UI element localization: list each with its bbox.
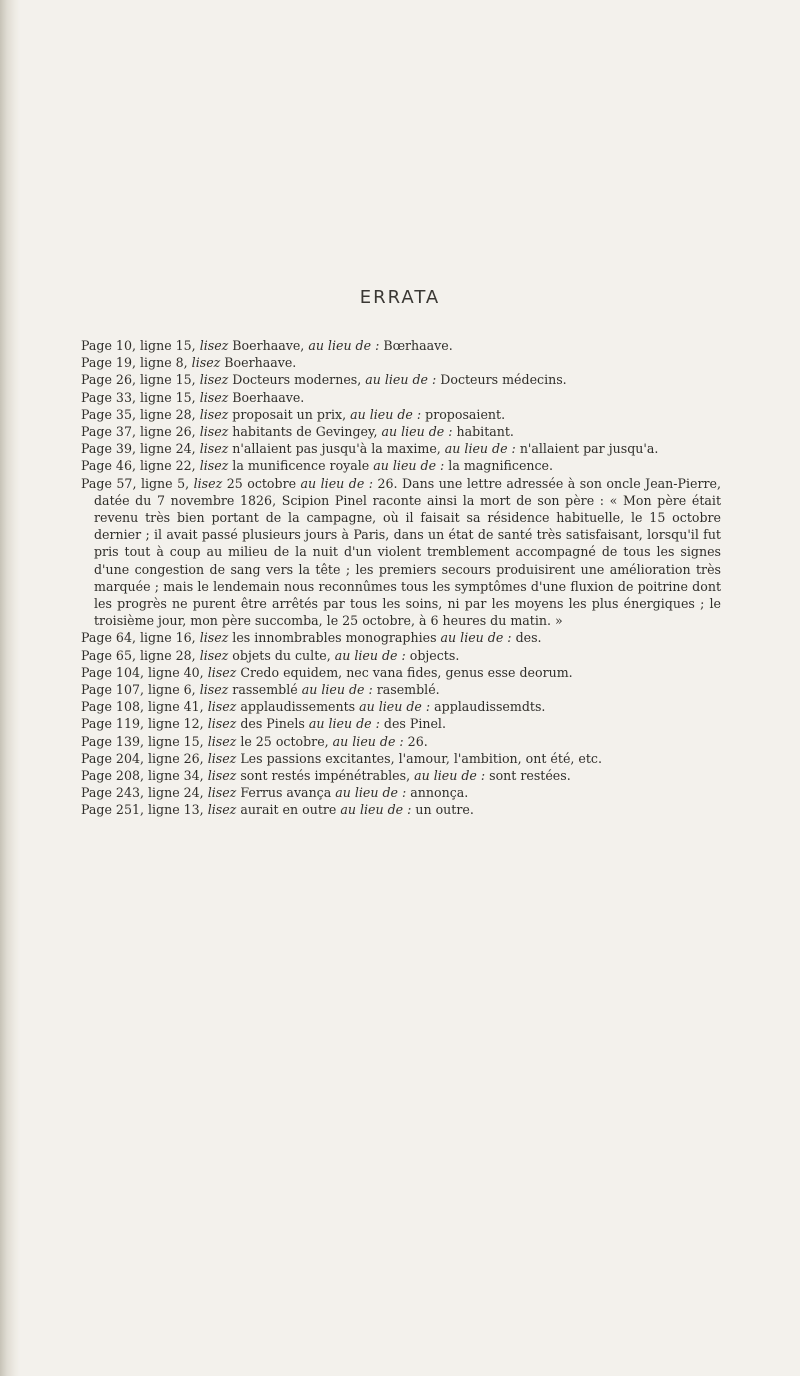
erroneous-reading: la magnificence. [444, 458, 554, 474]
correct-reading: aurait en outre [236, 802, 341, 818]
errata-entry [81, 371, 721, 388]
correct-reading: Ferrus avança [236, 785, 336, 801]
au-lieu-de-keyword: au lieu de : [340, 802, 412, 818]
errata-entry [81, 457, 721, 474]
correct-reading: Docteurs modernes, [228, 372, 366, 388]
correct-reading: habitants de Gevingey, [228, 424, 382, 440]
lisez-keyword: lisez [199, 406, 229, 422]
lisez-keyword: lisez [207, 785, 237, 801]
correct-reading: Boerhaave, [228, 338, 309, 353]
lisez-keyword: lisez [191, 355, 221, 371]
au-lieu-de-keyword: au lieu de : [381, 424, 453, 440]
errata-entry [81, 647, 721, 664]
errata-entry [81, 337, 721, 354]
errata-reference: Page 26, ligne 15, [81, 372, 200, 388]
errata-entry [81, 354, 721, 371]
errata-reference: Page 104, ligne 40, [81, 664, 208, 680]
errata-entry [81, 801, 721, 818]
lisez-keyword: lisez [199, 441, 229, 457]
erroneous-reading: habitant. [452, 424, 514, 440]
erroneous-reading: des Pinel. [379, 716, 446, 732]
errata-entry [81, 664, 721, 681]
errata-reference: Page 35, ligne 28, [81, 406, 200, 422]
correct-reading: la munificence royale [228, 458, 374, 474]
errata-entry [81, 715, 721, 732]
lisez-keyword: lisez [207, 716, 237, 732]
lisez-keyword: lisez [207, 733, 237, 749]
errata-reference: Page 10, ligne 15, [81, 338, 200, 353]
errata-reference: Page 33, ligne 15, [81, 389, 200, 405]
errata-entry [81, 681, 721, 698]
correct-reading: le 25 octobre, [236, 733, 333, 749]
errata-entry [81, 698, 721, 715]
errata-reference: Page 37, ligne 26, [81, 424, 200, 440]
page-title: ERRATA [359, 287, 441, 308]
au-lieu-de-keyword: au lieu de : [350, 406, 422, 422]
lisez-keyword: lisez [207, 664, 237, 680]
correct-reading: Boerhaave. [220, 355, 297, 371]
errata-reference: Page 139, ligne 15, [81, 733, 208, 749]
correct-reading: proposait un prix, [228, 406, 351, 422]
au-lieu-de-keyword: au lieu de : [334, 647, 406, 663]
correct-reading: 25 octobre [222, 475, 301, 491]
errata-entry [81, 784, 721, 801]
erroneous-reading: Bœrhaave. [379, 338, 453, 353]
au-lieu-de-keyword: au lieu de : [365, 372, 437, 388]
lisez-keyword: lisez [199, 372, 229, 388]
errata-reference: Page 19, ligne 8, [81, 355, 192, 371]
errata-reference: Page 65, ligne 28, [81, 647, 200, 663]
lisez-keyword: lisez [199, 647, 229, 663]
errata-reference: Page 204, ligne 26, [81, 750, 208, 766]
lisez-keyword: lisez [207, 750, 237, 766]
errata-reference: Page 243, ligne 24, [81, 785, 208, 801]
page-edge-shadow [0, 0, 20, 1376]
erroneous-reading: applaudissemdts. [430, 699, 546, 715]
errata-entry [81, 475, 721, 630]
errata-entry [81, 423, 721, 440]
au-lieu-de-keyword: au lieu de : [332, 733, 404, 749]
lisez-keyword: lisez [199, 424, 229, 440]
correct-reading: rassemblé [228, 682, 302, 698]
erroneous-reading: Docteurs médecins. [436, 372, 567, 388]
erroneous-reading: n'allaient par jusqu'a. [515, 441, 659, 457]
au-lieu-de-keyword: au lieu de : [359, 699, 431, 715]
au-lieu-de-keyword: au lieu de : [440, 630, 512, 646]
lisez-keyword: lisez [199, 458, 229, 474]
correct-reading: sont restés impénétrables, [236, 768, 415, 784]
errata-entry [81, 750, 721, 767]
lisez-keyword: lisez [199, 630, 229, 646]
errata-reference: Page 119, ligne 12, [81, 716, 208, 732]
erroneous-reading: objects. [405, 647, 460, 663]
correct-reading: les innombrables monographies [228, 630, 441, 646]
erroneous-reading: sont restées. [485, 768, 571, 784]
correct-reading: n'allaient pas jusqu'à la maxime, [228, 441, 445, 457]
au-lieu-de-keyword: au lieu de : [300, 475, 374, 491]
au-lieu-de-keyword: au lieu de : [335, 785, 407, 801]
correct-reading: Credo equidem, nec vana fides, genus esse deorum. [236, 664, 573, 680]
lisez-keyword: lisez [207, 768, 237, 784]
erroneous-reading: des. [511, 630, 542, 646]
errata-reference: Page 64, ligne 16, [81, 630, 200, 646]
correct-reading: des Pinels [236, 716, 309, 732]
erroneous-reading: 26. Dans une lettre adressée à son oncle Jean-Pierre, datée du 7 novembre 1826, Scipion Pinel raconte ainsi la mort de son père : « Mon père était revenu très bien portant de la campagne, où il faisait sa résidence habituelle, le 15 octobre dernier ; il avait passé plusieurs jours à Paris, dans un état de santé très satisfaisant, lorsqu'il fut pris tout à coup au milieu de la nuit d'un violent tremblement accompagné de tous les signes d'une congestion de sang vers la tête ; les premiers secours produisirent une amélioration très marquée ; mais le lendemain nous reconnûmes tous les symptômes d'une fluxion de poitrine dont les progrès ne purent être arrêtés par tous les soins, ni par les moyens les plus énergiques ; le troisième jour, mon père succomba, le 25 octobre, à 6 heures du matin. » [94, 475, 721, 629]
errata-list [81, 337, 721, 819]
errata-reference: Page 57, ligne 5, [81, 475, 194, 491]
erroneous-reading: annonça. [406, 785, 469, 801]
au-lieu-de-keyword: au lieu de : [373, 458, 445, 474]
errata-entry [81, 629, 721, 646]
au-lieu-de-keyword: au lieu de : [414, 768, 486, 784]
au-lieu-de-keyword: au lieu de : [444, 441, 516, 457]
errata-entry [81, 406, 721, 423]
errata-reference: Page 251, ligne 13, [81, 802, 208, 818]
errata-reference: Page 208, ligne 34, [81, 768, 208, 784]
au-lieu-de-keyword: au lieu de : [301, 682, 373, 698]
correct-reading: Les passions excitantes, l'amour, l'ambition, ont été, etc. [236, 750, 602, 766]
errata-entry [81, 767, 721, 784]
errata-entry [81, 733, 721, 750]
au-lieu-de-keyword: au lieu de : [308, 338, 380, 353]
lisez-keyword: lisez [207, 802, 237, 818]
au-lieu-de-keyword: au lieu de : [308, 716, 380, 732]
lisez-keyword: lisez [199, 338, 229, 353]
lisez-keyword: lisez [193, 475, 223, 491]
erroneous-reading: rasemblé. [372, 682, 440, 698]
errata-reference: Page 39, ligne 24, [81, 441, 200, 457]
erroneous-reading: 26. [403, 733, 428, 749]
errata-reference: Page 107, ligne 6, [81, 682, 200, 698]
errata-reference: Page 108, ligne 41, [81, 699, 208, 715]
lisez-keyword: lisez [207, 699, 237, 715]
errata-entry [81, 389, 721, 406]
lisez-keyword: lisez [199, 389, 229, 405]
correct-reading: applaudissements [236, 699, 360, 715]
errata-reference: Page 46, ligne 22, [81, 458, 200, 474]
erroneous-reading: un outre. [411, 802, 474, 818]
errata-entry [81, 440, 721, 457]
correct-reading: objets du culte, [228, 647, 335, 663]
correct-reading: Boerhaave. [228, 389, 305, 405]
lisez-keyword: lisez [199, 682, 229, 698]
erroneous-reading: proposaient. [421, 406, 506, 422]
